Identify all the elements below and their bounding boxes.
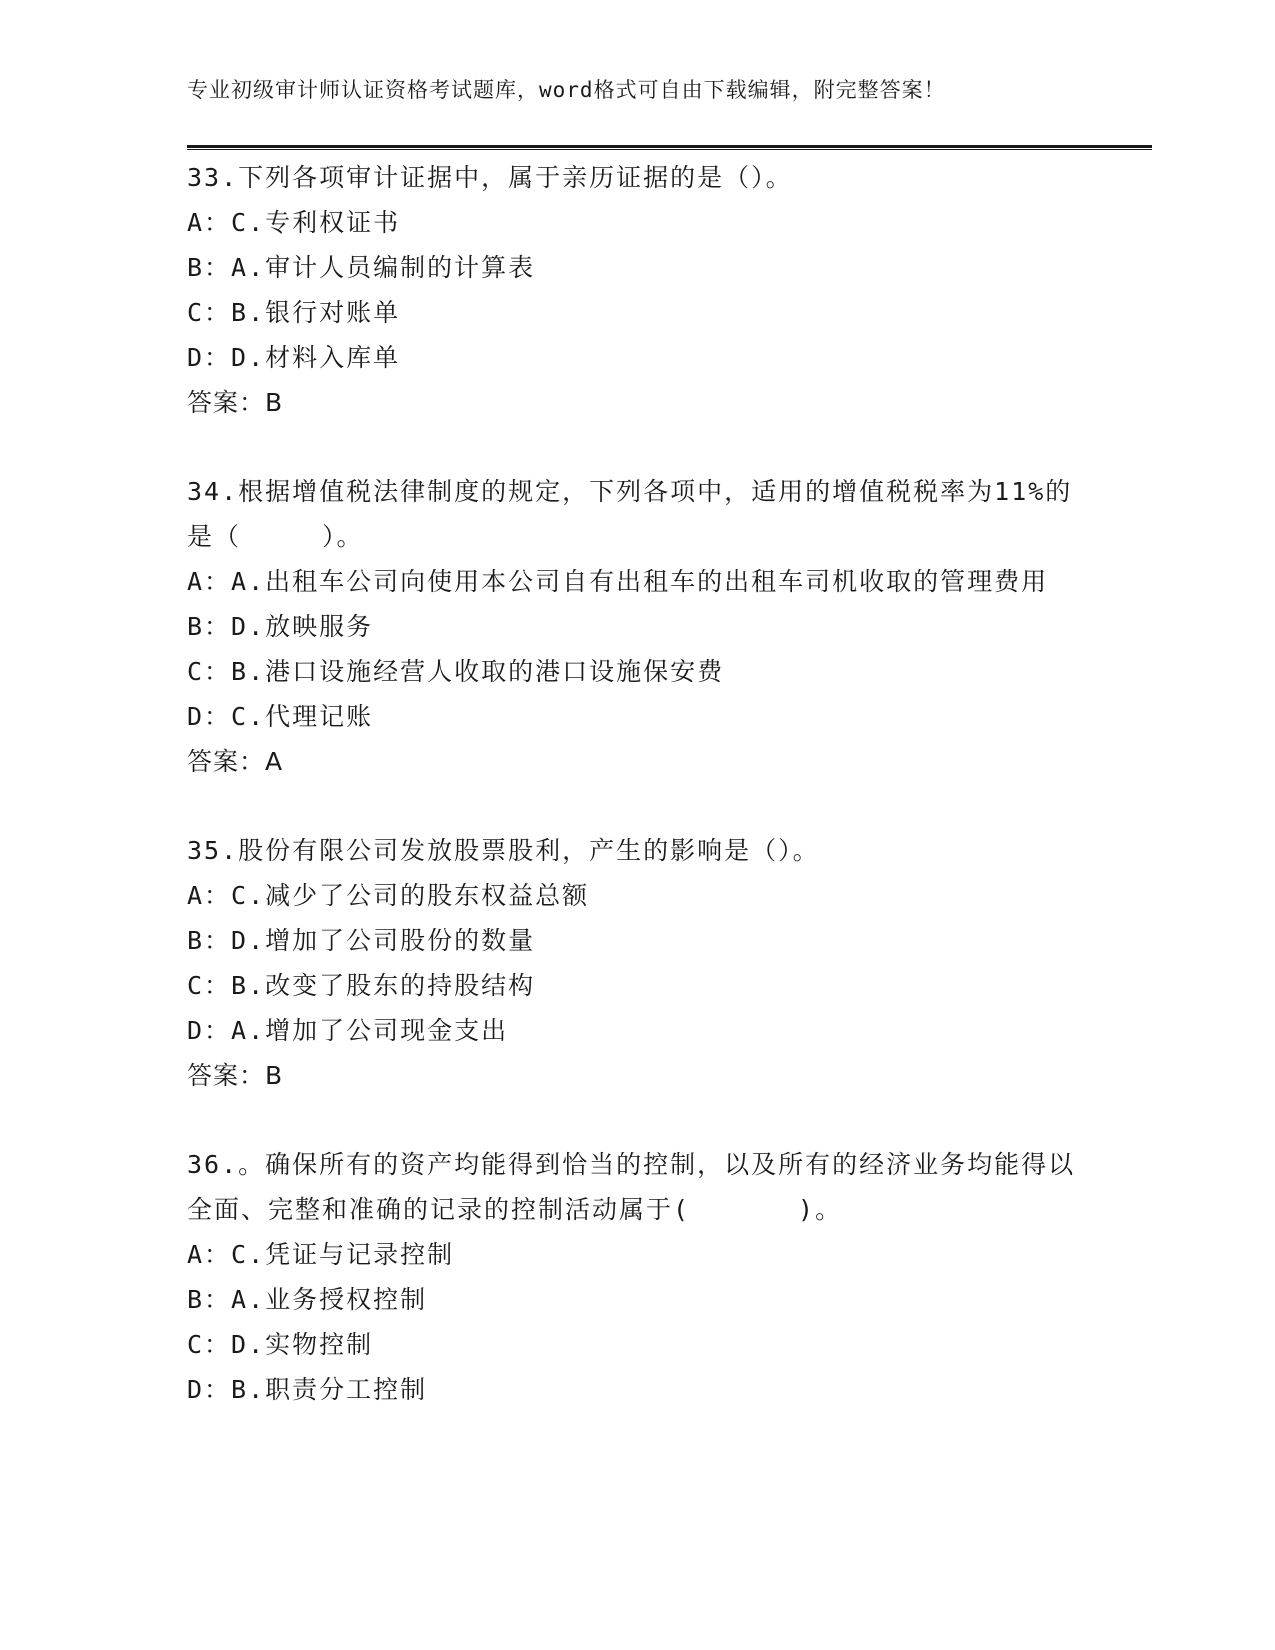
option-a: A：C.凭证与记录控制 [187,1240,455,1269]
question-35 [187,828,1087,1098]
question-36 [187,1142,1087,1412]
option-b: B：D.放映服务 [187,612,374,641]
option-c: C：B.港口设施经营人收取的港口设施保安费 [187,657,725,686]
answer-line: 答案：A [187,747,284,776]
option-b: B：A.业务授权控制 [187,1285,428,1314]
question-stem: 36.。确保所有的资产均能得到恰当的控制，以及所有的经济业务均能得以全面、完整和准确的记录的控制活动属于( )。 [187,1150,1076,1224]
question-list [187,155,1087,1456]
option-a: A：C.减少了公司的股东权益总额 [187,881,590,910]
option-a: A：A.出租车公司向使用本公司自有出租车的出租车司机收取的管理费用 [187,567,1049,596]
question-stem: 35.股份有限公司发放股票股利，产生的影响是（）。 [187,836,820,865]
option-d: D：C.代理记账 [187,702,374,731]
option-d: D：D.材料入库单 [187,343,401,372]
question-stem: 34.根据增值税法律制度的规定，下列各项中，适用的增值税税率为11%的是（ ）。 [187,477,1073,551]
option-a: A：C.专利权证书 [187,208,401,237]
option-c: C：B.改变了股东的持股结构 [187,971,536,1000]
option-c: C：B.银行对账单 [187,298,401,327]
option-d: D：A.增加了公司现金支出 [187,1016,509,1045]
option-b: B：A.审计人员编制的计算表 [187,253,536,282]
header-divider [187,145,1152,150]
page-header: 专业初级审计师认证资格考试题库，word格式可自由下载编辑，附完整答案！ [187,78,946,102]
answer-line: 答案：B [187,388,284,417]
question-stem: 33.下列各项审计证据中，属于亲历证据的是（）。 [187,163,793,192]
answer-line: 答案：B [187,1061,284,1090]
question-34 [187,469,1087,784]
question-33 [187,155,1087,425]
option-b: B：D.增加了公司股份的数量 [187,926,536,955]
option-d: D：B.职责分工控制 [187,1375,428,1404]
option-c: C：D.实物控制 [187,1330,374,1359]
